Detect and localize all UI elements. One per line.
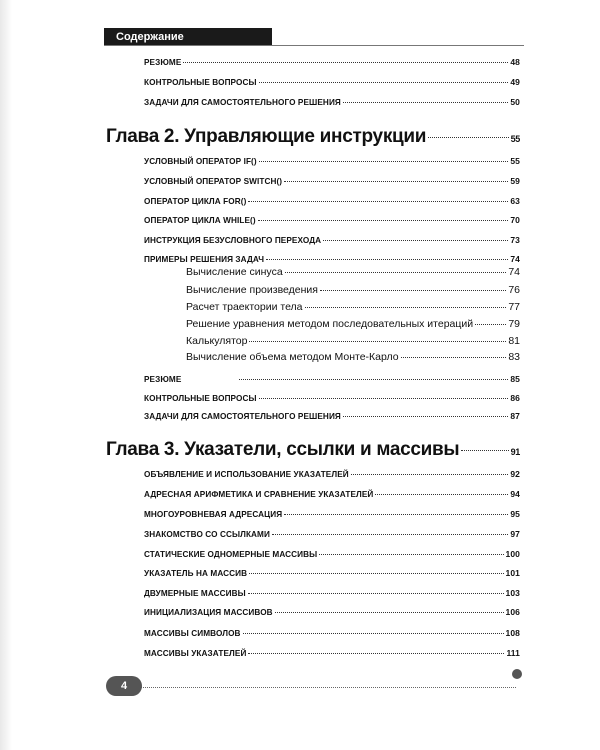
toc-entry-page: 86	[510, 393, 520, 403]
toc-entry-page: 48	[510, 57, 520, 67]
toc-entry-page: 87	[510, 411, 520, 421]
dot-leader	[248, 652, 504, 654]
toc-entry-page: 92	[510, 469, 520, 479]
dot-leader	[249, 340, 506, 342]
toc-entry-label: СТАТИЧЕСКИЕ ОДНОМЕРНЫЕ МАССИВЫ	[144, 550, 318, 559]
toc-entry-label: ЗАДАЧИ ДЛЯ САМОСТОЯТЕЛЬНОГО РЕШЕНИЯ	[144, 98, 341, 107]
toc-subentry-calculator[interactable]	[186, 335, 520, 347]
toc-entry-page: 95	[510, 509, 520, 519]
toc-entry-label: АДРЕСНАЯ АРИФМЕТИКА И СРАВНЕНИЕ УКАЗАТЕЛЕЙ	[144, 490, 374, 499]
toc-chapter-2[interactable]	[106, 126, 520, 148]
toc-subentry-page: 81	[508, 335, 520, 347]
dot-leader	[275, 611, 504, 613]
toc-entry-label: ПРИМЕРЫ РЕШЕНИЯ ЗАДАЧ	[144, 255, 265, 264]
toc-entry-exercises-ch2[interactable]	[144, 411, 520, 421]
toc-entry-label: МНОГОУРОВНЕВАЯ АДРЕСАЦИЯ	[144, 510, 283, 519]
toc-entry-page: 103	[505, 588, 520, 598]
dot-leader	[343, 101, 508, 103]
dot-leader	[375, 493, 508, 495]
dot-leader	[428, 136, 508, 138]
toc-entry-page: 70	[510, 215, 520, 225]
toc-entry-summary-ch2[interactable]	[144, 374, 520, 384]
footer-dot-ornament	[512, 669, 522, 679]
dot-leader	[305, 306, 507, 308]
toc-entry-address-arithmetic[interactable]	[144, 489, 520, 499]
dot-leader	[343, 415, 508, 417]
toc-entry-if[interactable]	[144, 156, 520, 166]
dot-leader	[323, 239, 508, 241]
toc-entry-pointer-arrays[interactable]	[144, 648, 520, 658]
dot-leader	[259, 81, 509, 83]
toc-subentry-iterations[interactable]	[186, 318, 520, 330]
page-number-badge: 4	[106, 676, 142, 696]
dot-leader	[259, 397, 509, 399]
chapter-page: 55	[510, 134, 520, 144]
dot-leader	[285, 271, 507, 273]
toc-subentry-sine[interactable]	[186, 266, 520, 278]
toc-entry-label: МАССИВЫ УКАЗАТЕЛЕЙ	[144, 649, 247, 658]
footer-rule	[140, 686, 516, 688]
toc-entry-label: КОНТРОЛЬНЫЕ ВОПРОСЫ	[144, 394, 257, 403]
toc-entry-char-arrays[interactable]	[144, 628, 520, 638]
toc-entry-exercises-ch1[interactable]	[144, 97, 520, 107]
toc-subentry-page: 74	[508, 266, 520, 278]
dot-leader	[258, 219, 509, 221]
toc-subentry-label: Расчет траектории тела	[186, 301, 303, 313]
toc-entry-while[interactable]	[144, 215, 520, 225]
toc-entry-label: ДВУМЕРНЫЕ МАССИВЫ	[144, 589, 246, 598]
dot-leader	[248, 200, 508, 202]
chapter-title: Глава 2. Управляющие инструкции	[106, 126, 427, 147]
toc-entry-2d-arrays[interactable]	[144, 588, 520, 598]
toc-entry-page: 63	[510, 196, 520, 206]
toc-entry-label: КОНТРОЛЬНЫЕ ВОПРОСЫ	[144, 78, 257, 87]
section-header: Содержание	[104, 28, 272, 46]
toc-entry-page: 100	[505, 549, 520, 559]
toc-entry-label: РЕЗЮМЕ	[144, 58, 182, 67]
toc-entry-switch[interactable]	[144, 176, 520, 186]
toc-subentry-page: 79	[508, 318, 520, 330]
chapter-page: 91	[510, 447, 520, 457]
dot-leader	[239, 378, 508, 380]
toc-entry-page: 111	[506, 648, 520, 658]
toc-subentry-label: Вычисление синуса	[186, 266, 283, 278]
toc-entry-page: 85	[510, 374, 520, 384]
toc-entry-page: 106	[505, 607, 520, 617]
header-rule	[104, 45, 524, 46]
toc-entry-review-questions-ch2[interactable]	[144, 393, 520, 403]
toc-subentry-product[interactable]	[186, 284, 520, 296]
toc-entry-multilevel-addressing[interactable]	[144, 509, 520, 519]
toc-subentry-page: 83	[508, 351, 520, 363]
toc-subentry-trajectory[interactable]	[186, 301, 520, 313]
dot-leader	[401, 356, 507, 358]
toc-subentry-page: 77	[508, 301, 520, 313]
toc-entry-label: УСЛОВНЫЙ ОПЕРАТОР SWITCH()	[144, 177, 283, 186]
dot-leader	[259, 160, 509, 162]
toc-subentry-label: Решение уравнения методом последовательных итераций	[186, 318, 474, 330]
toc-entry-label: ОПЕРАТОР ЦИКЛА WHILE()	[144, 216, 256, 225]
toc-entry-page: 94	[510, 489, 520, 499]
dot-leader	[272, 533, 508, 535]
toc-entry-label: РЕЗЮМЕ	[144, 375, 182, 384]
toc-entry-array-pointer[interactable]	[144, 568, 520, 578]
dot-leader	[183, 61, 508, 63]
toc-subentry-monte-carlo[interactable]	[186, 351, 520, 363]
dot-leader	[461, 449, 508, 451]
dot-leader	[249, 572, 503, 574]
chapter-title: Глава 3. Указатели, ссылки и массивы	[106, 439, 460, 460]
toc-entry-page: 73	[510, 235, 520, 245]
toc-entry-label: ЗНАКОМСТВО СО ССЫЛКАМИ	[144, 530, 270, 539]
toc-chapter-3[interactable]	[106, 439, 520, 461]
toc-entry-page: 55	[510, 156, 520, 166]
toc-entry-label: МАССИВЫ СИМВОЛОВ	[144, 629, 241, 638]
toc-entry-page: 108	[505, 628, 520, 638]
toc-entry-for[interactable]	[144, 196, 520, 206]
toc-entry-examples[interactable]	[144, 254, 520, 264]
toc-entry-page: 101	[505, 568, 520, 578]
toc-subentry-label: Вычисление объема методом Монте-Карло	[186, 351, 399, 363]
dot-leader	[320, 289, 506, 291]
toc-entry-page: 74	[510, 254, 520, 264]
dot-leader	[319, 553, 503, 555]
toc-entry-label: ЗАДАЧИ ДЛЯ САМОСТОЯТЕЛЬНОГО РЕШЕНИЯ	[144, 412, 341, 421]
dot-leader	[284, 513, 508, 515]
toc-subentry-label: Вычисление произведения	[186, 284, 318, 296]
dot-leader	[475, 323, 506, 325]
page-edge-shadow	[0, 0, 12, 750]
toc-entry-page: 49	[510, 77, 520, 87]
toc-subentry-label: Калькулятор	[186, 335, 248, 347]
toc-entry-label: УКАЗАТЕЛЬ НА МАССИВ	[144, 569, 248, 578]
dot-leader	[266, 258, 508, 260]
toc-entry-label: ИНИЦИАЛИЗАЦИЯ МАССИВОВ	[144, 608, 273, 617]
toc-entry-array-init[interactable]	[144, 607, 520, 617]
toc-entry-page: 59	[510, 176, 520, 186]
dot-leader	[284, 180, 508, 182]
dot-leader	[243, 632, 504, 634]
toc-entry-page: 50	[510, 97, 520, 107]
toc-entry-static-arrays[interactable]	[144, 549, 520, 559]
toc-entry-label: ОБЪЯВЛЕНИЕ И ИСПОЛЬЗОВАНИЕ УКАЗАТЕЛЕЙ	[144, 470, 349, 479]
toc-entry-goto[interactable]	[144, 235, 520, 245]
toc-entry-label: ИНСТРУКЦИЯ БЕЗУСЛОВНОГО ПЕРЕХОДА	[144, 236, 322, 245]
toc-entry-label: ОПЕРАТОР ЦИКЛА FOR()	[144, 197, 247, 206]
toc-entry-summary-ch1[interactable]	[144, 57, 520, 67]
toc-subentry-page: 76	[508, 284, 520, 296]
toc-entry-label: УСЛОВНЫЙ ОПЕРАТОР IF()	[144, 157, 257, 166]
toc-entry-review-questions-ch1[interactable]	[144, 77, 520, 87]
toc-entry-references[interactable]	[144, 529, 520, 539]
toc-entry-page: 97	[510, 529, 520, 539]
dot-leader	[351, 473, 509, 475]
dot-leader	[248, 592, 504, 594]
toc-entry-pointer-declaration[interactable]	[144, 469, 520, 479]
